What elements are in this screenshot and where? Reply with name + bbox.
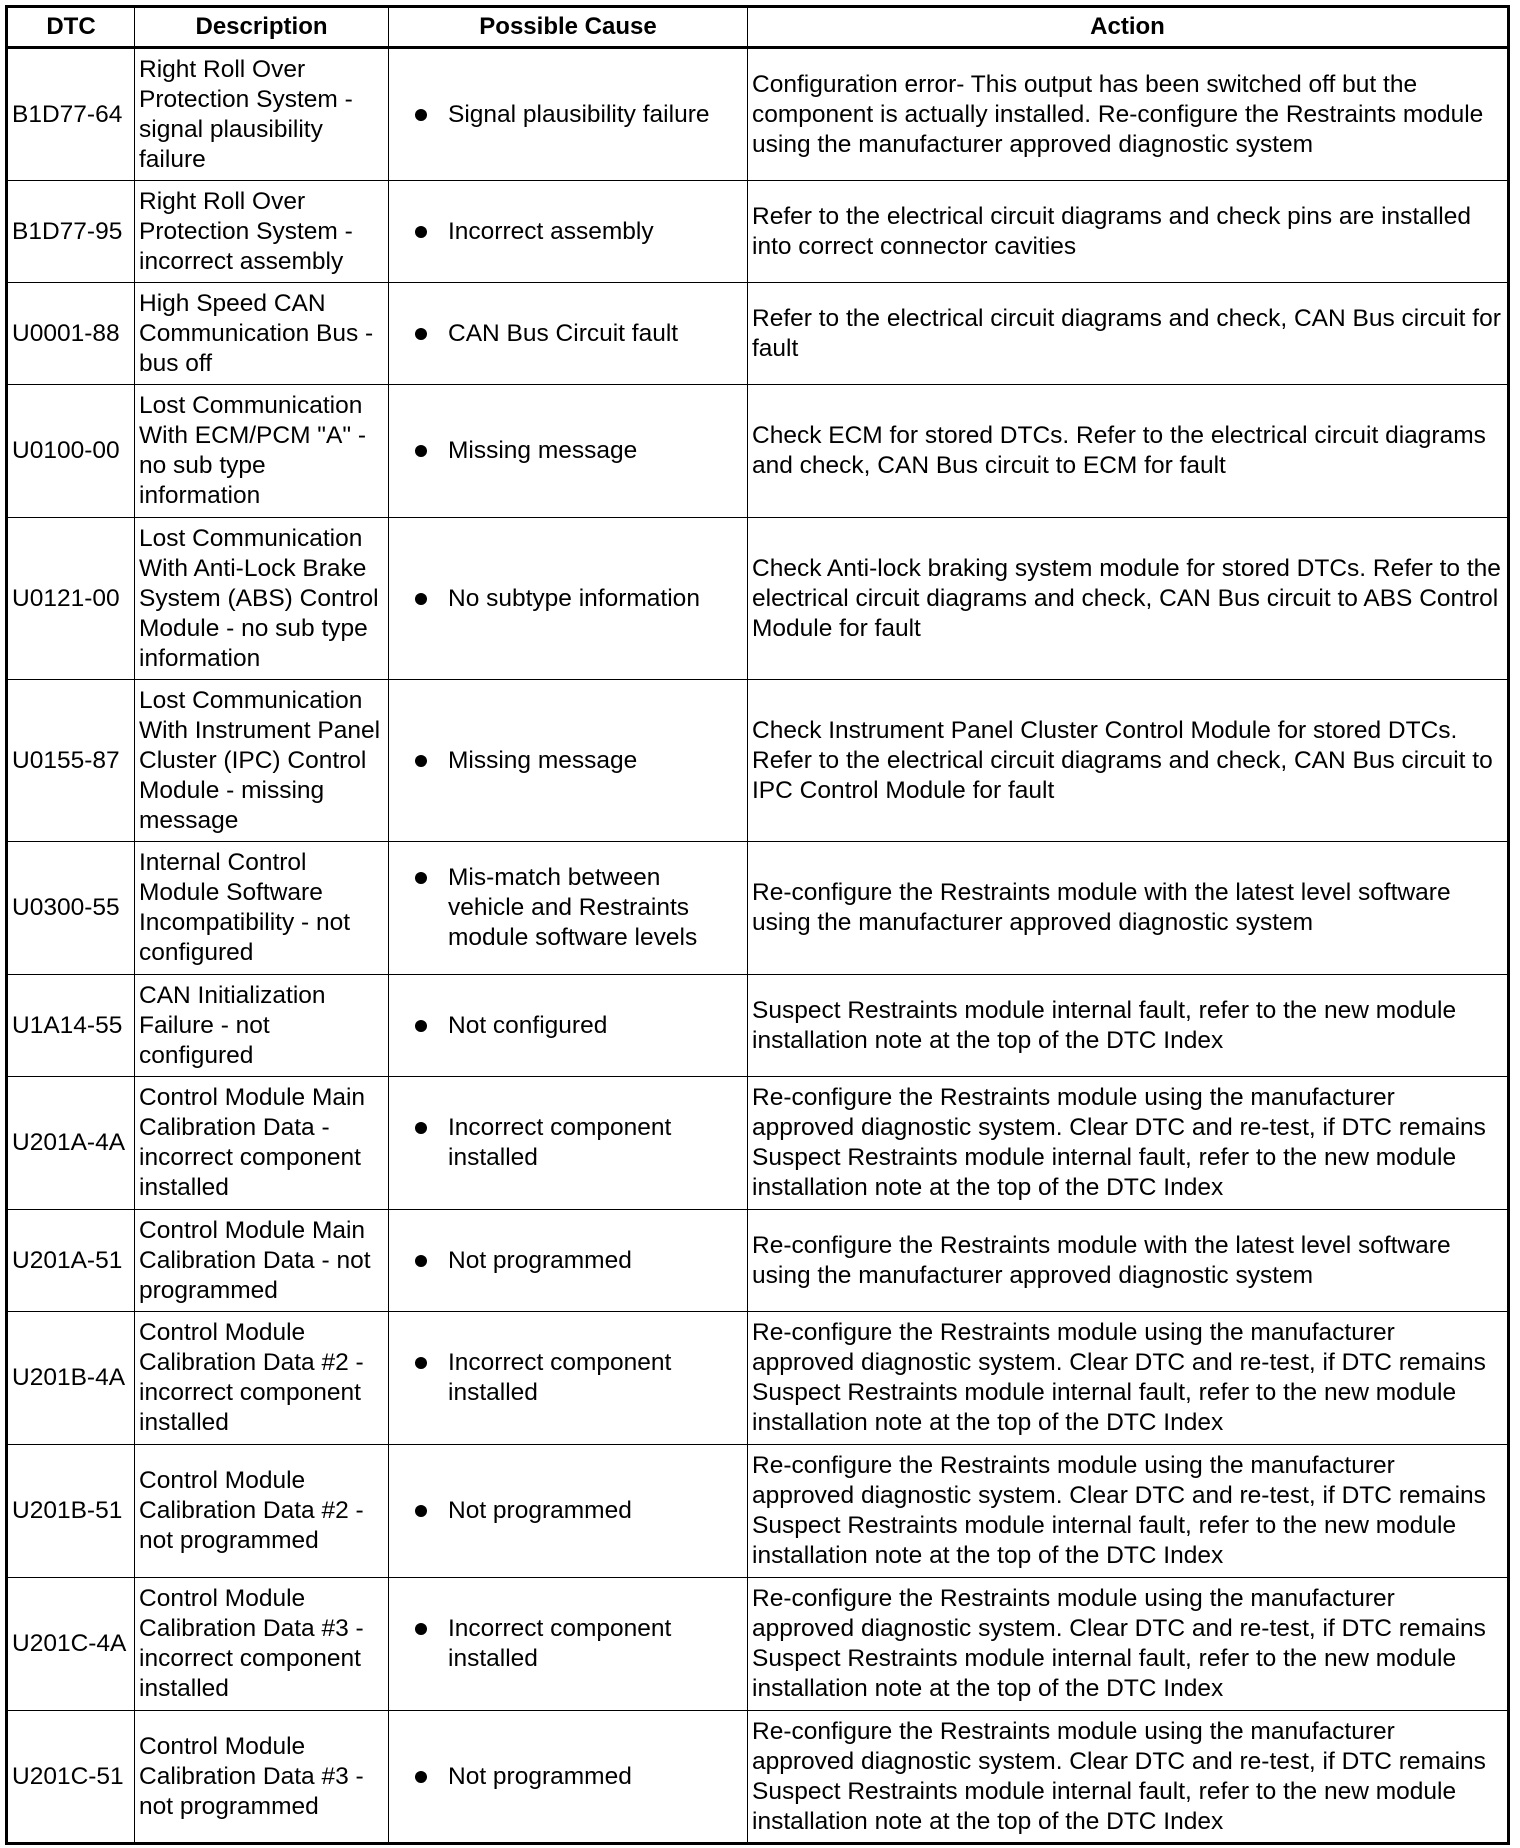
bullet-icon [415, 755, 427, 767]
dtc-table [5, 5, 1510, 1845]
dtc-description: Control Module Calibration Data #2 - incorrect component installed [135, 1312, 389, 1445]
possible-cause [389, 975, 748, 1077]
dtc-action: Re-configure the Restraints module with the latest level software using the manufacturer approved diagnostic system [748, 1210, 1509, 1312]
dtc-action: Refer to the electrical circuit diagrams and check, CAN Bus circuit for fault [748, 283, 1509, 385]
dtc-action: Re-configure the Restraints module using the manufacturer approved diagnostic system. Clear DTC and re-test, if DTC remains Suspect Restraints module internal fault, refer to the new module installation note at the top of the DTC Index [748, 1077, 1509, 1210]
dtc-description: High Speed CAN Communication Bus - bus off [135, 283, 389, 385]
cause-text: Not programmed [448, 1246, 632, 1274]
cause-text: Incorrect component installed [448, 1615, 672, 1672]
dtc-action: Re-configure the Restraints module using the manufacturer approved diagnostic system. Clear DTC and re-test, if DTC remains Suspect Restraints module internal fault, refer to the new module installation note at the top of the DTC Index [748, 1578, 1509, 1711]
dtc-description: Control Module Main Calibration Data - not programmed [135, 1210, 389, 1312]
possible-cause [389, 1711, 748, 1844]
table-row [7, 975, 1509, 1077]
dtc-action: Re-configure the Restraints module with the latest level software using the manufacturer approved diagnostic system [748, 842, 1509, 975]
dtc-code: U201C-51 [7, 1711, 135, 1844]
dtc-description: Control Module Calibration Data #2 - not programmed [135, 1445, 389, 1578]
bullet-icon [415, 226, 427, 238]
bullet-icon [415, 872, 427, 884]
dtc-action: Suspect Restraints module internal fault, refer to the new module installation note at the top of the DTC Index [748, 975, 1509, 1077]
table-row [7, 1445, 1509, 1578]
bullet-icon [415, 328, 427, 340]
cause-text: Mis-match between vehicle and Restraints module software levels [448, 864, 698, 951]
cause-text: CAN Bus Circuit fault [448, 319, 679, 347]
possible-cause [389, 518, 748, 680]
dtc-table-container [5, 5, 1507, 1845]
dtc-code: U201A-4A [7, 1077, 135, 1210]
header-possible-cause: Possible Cause [389, 7, 748, 48]
dtc-description: Lost Communication With Instrument Panel Cluster (IPC) Control Module - missing message [135, 680, 389, 842]
dtc-code: U0155-87 [7, 680, 135, 842]
possible-cause [389, 1445, 748, 1578]
table-row [7, 1210, 1509, 1312]
dtc-code: U201C-4A [7, 1578, 135, 1711]
bullet-icon [415, 1771, 427, 1783]
cause-text: Incorrect component installed [448, 1349, 672, 1406]
possible-cause [389, 842, 748, 975]
bullet-icon [415, 1357, 427, 1369]
dtc-description: Control Module Main Calibration Data - incorrect component installed [135, 1077, 389, 1210]
table-row [7, 283, 1509, 385]
dtc-action: Re-configure the Restraints module using the manufacturer approved diagnostic system. Clear DTC and re-test, if DTC remains Suspect Restraints module internal fault, refer to the new module installation note at the top of the DTC Index [748, 1711, 1509, 1844]
cause-text: Incorrect component installed [448, 1114, 672, 1171]
header-action: Action [748, 7, 1509, 48]
dtc-description: Control Module Calibration Data #3 - incorrect component installed [135, 1578, 389, 1711]
table-row [7, 181, 1509, 283]
table-row [7, 1312, 1509, 1445]
possible-cause [389, 181, 748, 283]
dtc-description: Lost Communication With Anti-Lock Brake System (ABS) Control Module - no sub type information [135, 518, 389, 680]
dtc-code: U0100-00 [7, 385, 135, 518]
dtc-code: U201B-51 [7, 1445, 135, 1578]
cause-text: Not programmed [448, 1497, 632, 1524]
dtc-action: Refer to the electrical circuit diagrams and check pins are installed into correct connector cavities [748, 181, 1509, 283]
table-row [7, 385, 1509, 518]
dtc-action: Check Instrument Panel Cluster Control Module for stored DTCs. Refer to the electrical circuit diagrams and check, CAN Bus circuit to IPC Control Module for fault [748, 680, 1509, 842]
table-row [7, 1077, 1509, 1210]
bullet-icon [415, 1255, 427, 1267]
dtc-description: Right Roll Over Protection System - signal plausibility failure [135, 48, 389, 181]
dtc-description: Internal Control Module Software Incompatibility - not configured [135, 842, 389, 975]
dtc-code: U0001-88 [7, 283, 135, 385]
possible-cause [389, 48, 748, 181]
dtc-code: U1A14-55 [7, 975, 135, 1077]
dtc-code: U201A-51 [7, 1210, 135, 1312]
table-row [7, 680, 1509, 842]
bullet-icon [415, 109, 427, 121]
dtc-code: B1D77-95 [7, 181, 135, 283]
dtc-action: Re-configure the Restraints module using the manufacturer approved diagnostic system. Clear DTC and re-test, if DTC remains Suspect Restraints module internal fault, refer to the new module installation note at the top of the DTC Index [748, 1445, 1509, 1578]
cause-text: Missing message [448, 437, 638, 464]
dtc-description: CAN Initialization Failure - not configured [135, 975, 389, 1077]
dtc-action: Check ECM for stored DTCs. Refer to the electrical circuit diagrams and check, CAN Bus circuit to ECM for fault [748, 385, 1509, 518]
header-description: Description [135, 7, 389, 48]
dtc-action: Configuration error- This output has been switched off but the component is actually installed. Re-configure the Restraints module using the manufacturer approved diagnostic system [748, 48, 1509, 181]
possible-cause [389, 1077, 748, 1210]
bullet-icon [415, 1122, 427, 1134]
dtc-description: Lost Communication With ECM/PCM "A" - no sub type information [135, 385, 389, 518]
possible-cause [389, 385, 748, 518]
bullet-icon [415, 593, 427, 605]
cause-text: No subtype information [448, 584, 700, 612]
dtc-code: U0121-00 [7, 518, 135, 680]
dtc-code: U0300-55 [7, 842, 135, 975]
possible-cause [389, 1210, 748, 1312]
cause-text: Signal plausibility failure [448, 100, 710, 128]
table-row [7, 842, 1509, 975]
table-row [7, 1711, 1509, 1844]
possible-cause [389, 1312, 748, 1445]
table-row [7, 518, 1509, 680]
table-header-row [7, 7, 1509, 48]
table-row [7, 1578, 1509, 1711]
dtc-description: Control Module Calibration Data #3 - not programmed [135, 1711, 389, 1844]
bullet-icon [415, 445, 427, 457]
cause-text: Incorrect assembly [448, 217, 654, 245]
header-dtc: DTC [7, 7, 135, 48]
possible-cause [389, 1578, 748, 1711]
dtc-action: Check Anti-lock braking system module for stored DTCs. Refer to the electrical circuit diagrams and check, CAN Bus circuit to ABS Control Module for fault [748, 518, 1509, 680]
cause-text: Not configured [448, 1011, 608, 1039]
dtc-code: U201B-4A [7, 1312, 135, 1445]
table-row [7, 48, 1509, 181]
bullet-icon [415, 1623, 427, 1635]
bullet-icon [415, 1020, 427, 1032]
dtc-code: B1D77-64 [7, 48, 135, 181]
possible-cause [389, 680, 748, 842]
dtc-action: Re-configure the Restraints module using the manufacturer approved diagnostic system. Clear DTC and re-test, if DTC remains Suspect Restraints module internal fault, refer to the new module installation note at the top of the DTC Index [748, 1312, 1509, 1445]
cause-text: Not programmed [448, 1762, 632, 1790]
possible-cause [389, 283, 748, 385]
cause-text: Missing message [448, 746, 638, 774]
dtc-description: Right Roll Over Protection System - incorrect assembly [135, 181, 389, 283]
bullet-icon [415, 1505, 427, 1517]
